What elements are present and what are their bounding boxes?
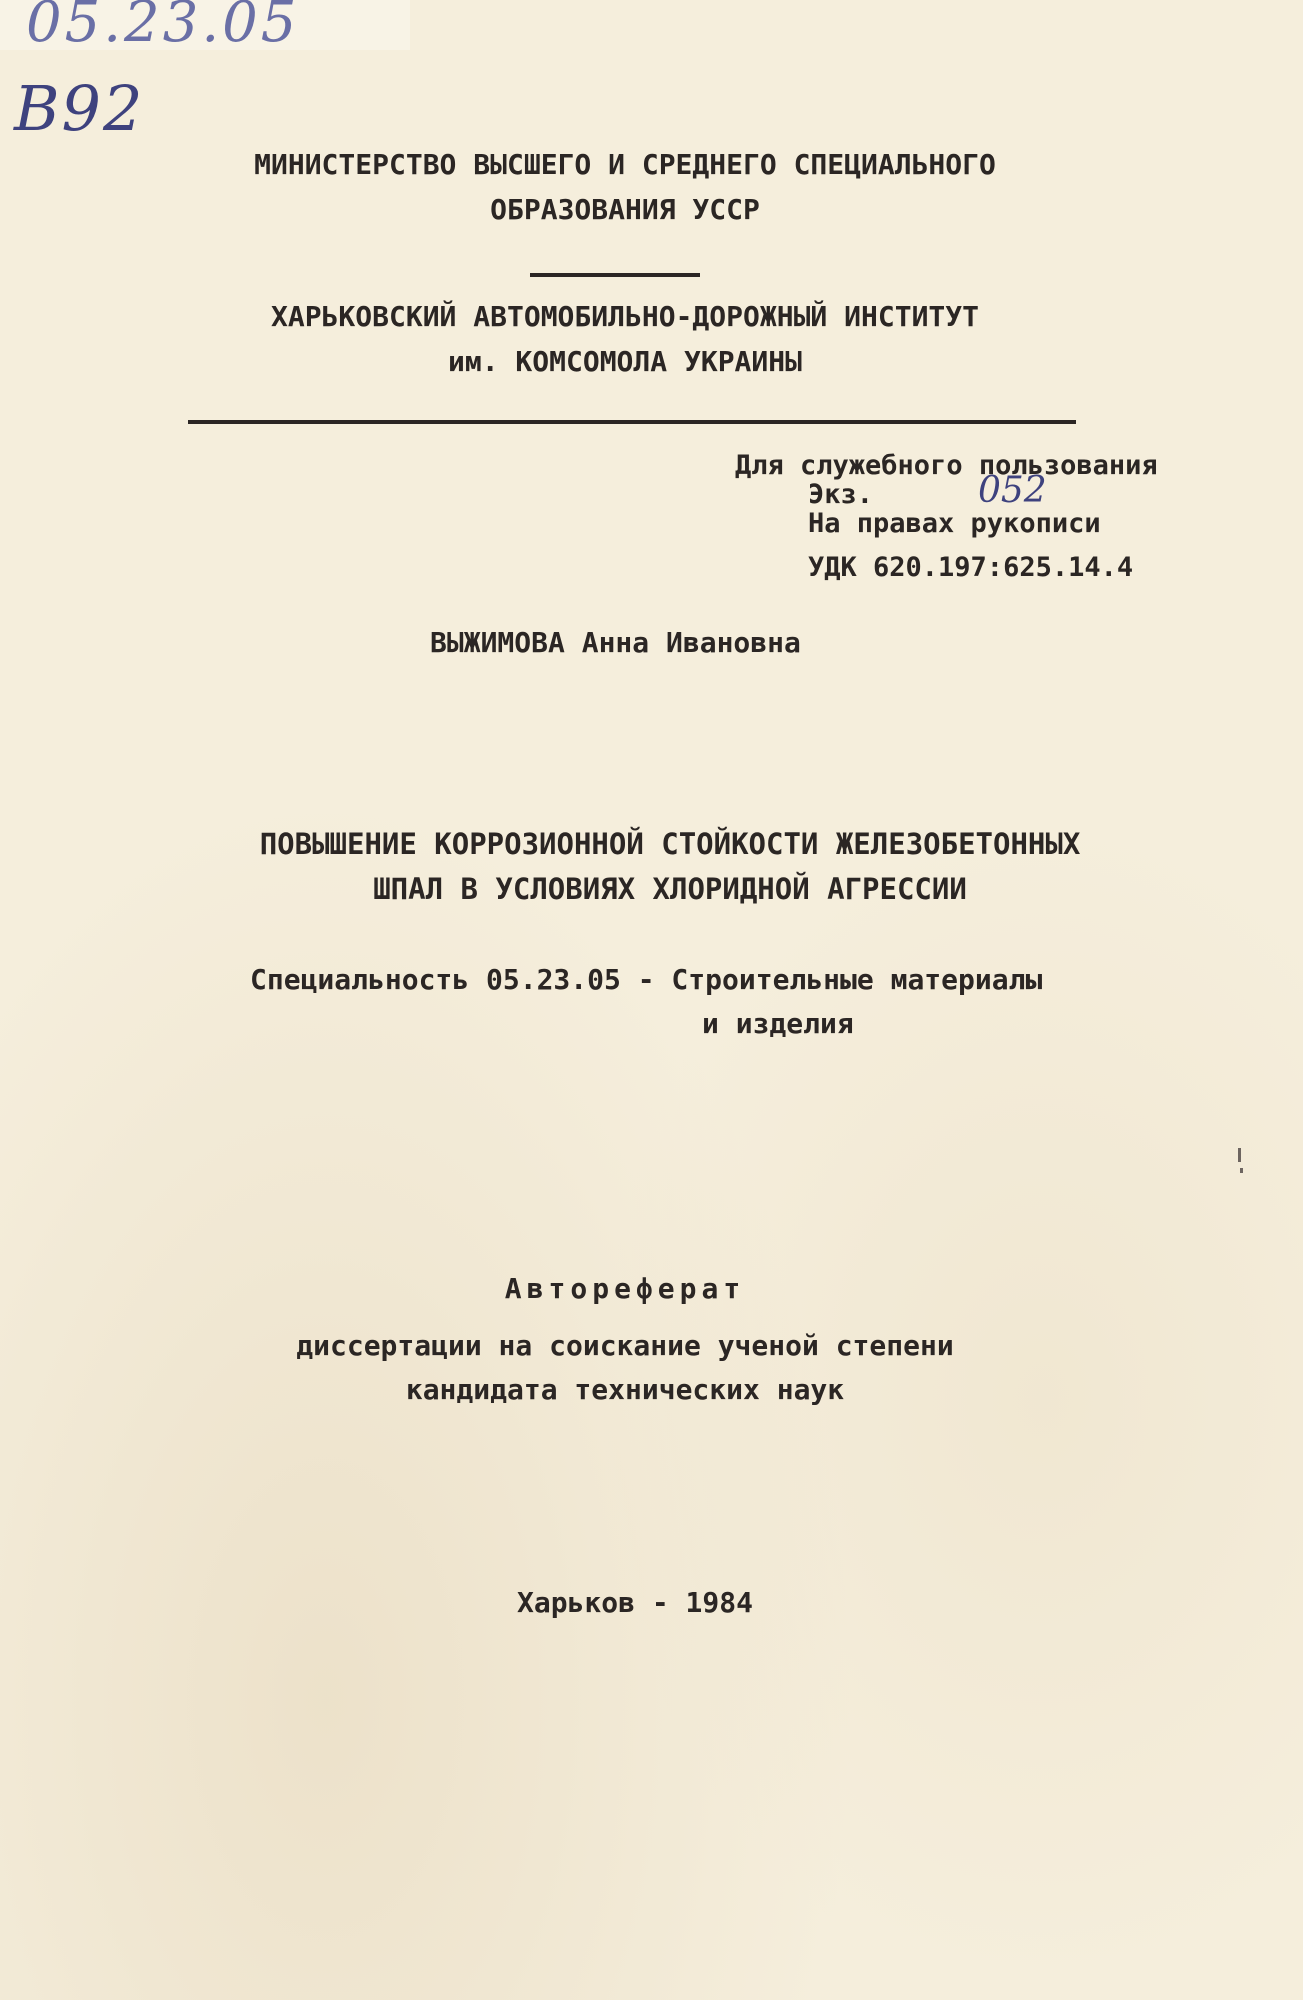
institute-name-line-2: им. КОМСОМОЛА УКРАИНЫ (447, 345, 802, 378)
scan-speck (1240, 1168, 1243, 1173)
handwritten-copy-number: 052 (978, 470, 1047, 511)
udk-classification: УДК 620.197:625.14.4 (808, 552, 1134, 583)
ministry-name-line-1: МИНИСТЕРСТВО ВЫСШЕГО И СРЕДНЕГО СПЕЦИАЛЬНОГО (254, 148, 996, 181)
dissertation-title-line-2: ШПАЛ В УСЛОВИЯХ ХЛОРИДНОЙ АГРЕССИИ (373, 872, 967, 906)
handwritten-specialty-code: 05.23.05 (26, 0, 300, 55)
place-and-year: Харьков - 1984 (516, 1586, 753, 1619)
copy-number-label: Экз. (808, 479, 874, 510)
specialty-line-2: и изделия (702, 1007, 854, 1040)
specialty-line-1: Специальность 05.23.05 - Строительные материалы (250, 963, 1043, 996)
manuscript-rights-label: На правах рукописи (808, 508, 1101, 539)
ministry-name-line-2: ОБРАЗОВАНИЯ УССР (490, 193, 760, 226)
degree-line-1: диссертации на соискание ученой степени (296, 1329, 954, 1362)
restriction-label: Для служебного пользования (735, 450, 1158, 481)
document-type: Автореферат (504, 1272, 746, 1305)
scan-speck (1238, 1148, 1241, 1162)
dissertation-title-line-1: ПОВЫШЕНИЕ КОРРОЗИОННОЙ СТОЙКОСТИ ЖЕЛЕЗОБЕТОННЫХ (259, 827, 1081, 861)
degree-line-2: кандидата технических наук (405, 1373, 845, 1406)
handwritten-shelfmark: B92 (14, 72, 145, 145)
header-divider-short (530, 273, 700, 277)
author-name: ВЫЖИМОВА Анна Ивановна (430, 626, 801, 659)
header-divider-long (188, 420, 1076, 424)
institute-name-line-1: ХАРЬКОВСКИЙ АВТОМОБИЛЬНО-ДОРОЖНЫЙ ИНСТИТУТ (270, 300, 979, 333)
